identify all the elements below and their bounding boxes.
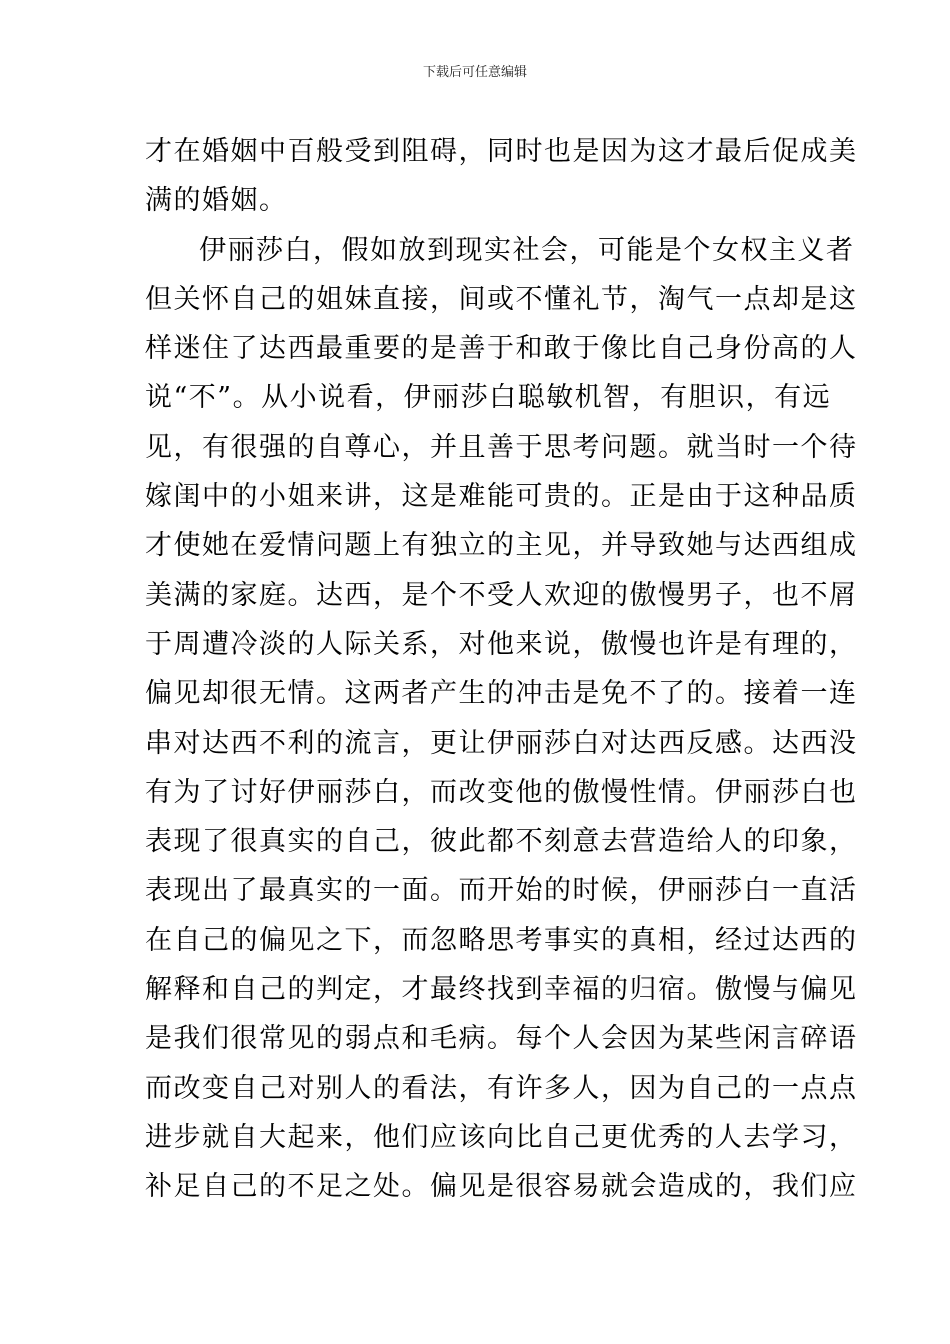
text-line: 有为了讨好伊丽莎白，而改变他的傲慢性情。伊丽莎白也 xyxy=(145,776,858,808)
text-line: 但关怀自己的姐妹直接，间或不懂礼节，淘气一点却是这 xyxy=(145,283,858,315)
paragraph-2 xyxy=(145,226,858,1212)
paragraph-1 xyxy=(145,127,858,226)
text-line: 于周遭冷淡的人际关系，对他来说，傲慢也许是有理的， xyxy=(145,628,858,660)
text-line: 满的婚姻。 xyxy=(145,185,288,217)
text-line: 偏见却很无情。这两者产生的冲击是免不了的。接着一连 xyxy=(145,678,858,710)
text-line: 才在婚姻中百般受到阻碍，同时也是因为这才最后促成美 xyxy=(145,136,858,167)
text-line: 美满的家庭。达西，是个不受人欢迎的傲慢男子，也不屑 xyxy=(145,579,858,611)
document-body xyxy=(145,127,858,1212)
text-line: 补足自己的不足之处。偏见是很容易就会造成的，我们应 xyxy=(145,1171,858,1203)
text-line: 进步就自大起来，他们应该向比自己更优秀的人去学习， xyxy=(145,1121,858,1153)
text-line: 才使她在爱情问题上有独立的主见，并导致她与达西组成 xyxy=(145,530,858,562)
text-line: 在自己的偏见之下，而忽略思考事实的真相，经过达西的 xyxy=(145,924,858,956)
text-line: 伊丽莎白，假如放到现实社会，可能是个女权主义者 xyxy=(199,234,855,266)
text-line: 表现了很真实的自己，彼此都不刻意去营造给人的印象， xyxy=(145,826,858,858)
text-line: 见，有很强的自尊心，并且善于思考问题。就当时一个待 xyxy=(145,431,858,463)
text-line: 串对达西不利的流言，更让伊丽莎白对达西反感。达西没 xyxy=(145,727,858,759)
text-line: 而改变自己对别人的看法，有许多人，因为自己的一点点 xyxy=(145,1072,858,1104)
text-line: 样迷住了达西最重要的是善于和敢于像比自己身份高的人 xyxy=(145,333,858,365)
page-header: 下载后可任意编辑 xyxy=(422,65,527,80)
text-line: 表现出了最真实的一面。而开始的时候，伊丽莎白一直活 xyxy=(145,875,858,907)
text-line: 嫁闺中的小姐来讲，这是难能可贵的。正是由于这种品质 xyxy=(145,481,858,513)
text-line: 解释和自己的判定，才最终找到幸福的归宿。傲慢与偏见 xyxy=(145,974,858,1006)
text-line: 说“不”。从小说看，伊丽莎白聪敏机智，有胆识，有远 xyxy=(145,382,832,414)
text-line: 是我们很常见的弱点和毛病。每个人会因为某些闲言碎语 xyxy=(145,1023,858,1055)
